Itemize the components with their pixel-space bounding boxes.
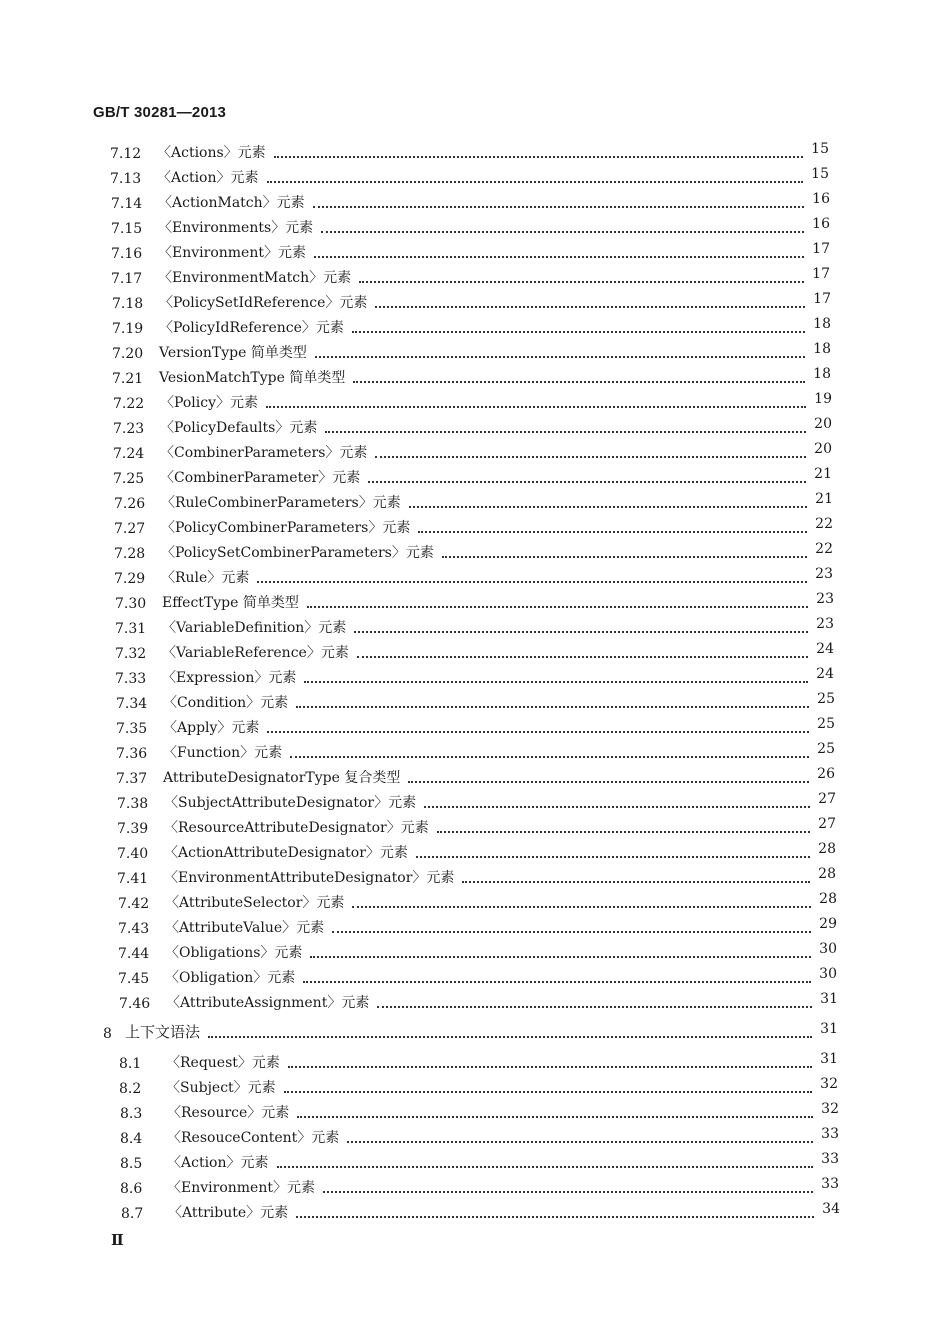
toc-entry-page: 29 xyxy=(819,916,837,932)
toc-dot-leader xyxy=(359,281,804,283)
toc-dot-leader xyxy=(354,631,808,633)
toc-entry-number: 7.44 xyxy=(118,946,150,962)
toc-entry-row[interactable] xyxy=(0,340,950,365)
toc-entry-page: 28 xyxy=(819,891,837,907)
toc-dot-leader xyxy=(416,856,810,858)
toc-entry-page: 15 xyxy=(811,141,829,157)
toc-entry-title: 〈Policy〉元素 xyxy=(160,395,258,411)
toc-entry-title: 〈Obligation〉元素 xyxy=(165,970,296,986)
toc-entry-page: 33 xyxy=(821,1176,839,1192)
toc-entry-page: 20 xyxy=(814,416,832,432)
toc-entry-title: 〈Environments〉元素 xyxy=(158,220,314,236)
document-header: GB/T 30281—2013 xyxy=(93,104,227,121)
toc-dot-leader xyxy=(257,581,807,583)
toc-entry-row[interactable] xyxy=(0,1125,950,1150)
toc-entry-row[interactable] xyxy=(0,240,950,265)
toc-entry-title: 〈ResouceContent〉元素 xyxy=(167,1130,340,1146)
toc-entry-page: 17 xyxy=(813,291,831,307)
toc-entry-row[interactable] xyxy=(0,215,950,240)
toc-entry-page: 16 xyxy=(812,191,830,207)
toc-entry-row[interactable] xyxy=(0,865,950,890)
toc-entry-title: AttributeDesignatorType 复合类型 xyxy=(163,770,401,786)
toc-entry-title: 〈PolicyDefaults〉元素 xyxy=(160,420,318,436)
toc-dot-leader xyxy=(290,756,809,758)
toc-dot-leader xyxy=(375,306,805,308)
toc-entry-title: 〈EnvironmentAttributeDesignator〉元素 xyxy=(164,870,455,886)
toc-entry-number: 7.46 xyxy=(119,996,151,1012)
toc-entry-number: 8.2 xyxy=(119,1081,142,1097)
toc-dot-leader xyxy=(304,681,808,683)
toc-dot-leader xyxy=(307,606,808,608)
toc-entry-title: 〈Resource〉元素 xyxy=(167,1105,290,1121)
toc-dot-leader xyxy=(418,531,807,533)
toc-entry-number: 8.4 xyxy=(120,1131,143,1147)
toc-entry-row[interactable] xyxy=(0,190,950,215)
toc-entry-number: 7.30 xyxy=(115,596,147,612)
toc-dot-leader xyxy=(352,331,805,333)
toc-entry-row[interactable] xyxy=(0,315,950,340)
toc-entry-page: 19 xyxy=(814,391,832,407)
toc-entry-page: 24 xyxy=(816,641,834,657)
toc-dot-leader xyxy=(277,1166,813,1168)
toc-entry-number: 7.41 xyxy=(117,871,149,887)
toc-dot-leader xyxy=(347,1141,813,1143)
toc-dot-leader xyxy=(409,506,807,508)
toc-dot-leader xyxy=(353,381,805,383)
toc-dot-leader xyxy=(325,431,806,433)
toc-dot-leader xyxy=(313,206,804,208)
toc-entry-number: 7.13 xyxy=(110,171,142,187)
toc-entry-row[interactable] xyxy=(0,515,950,540)
toc-dot-leader xyxy=(375,456,806,458)
toc-entry-number: 7.19 xyxy=(112,321,144,337)
toc-entry-page: 33 xyxy=(821,1151,839,1167)
toc-entry-title: 〈CombinerParameters〉元素 xyxy=(160,445,368,461)
toc-entry-title: 〈CombinerParameter〉元素 xyxy=(160,470,361,486)
toc-entry-number: 7.42 xyxy=(118,896,150,912)
toc-entry-title: 〈PolicySetCombinerParameters〉元素 xyxy=(161,545,434,561)
toc-entry-page: 15 xyxy=(811,166,829,182)
toc-entry-row[interactable] xyxy=(0,465,950,490)
toc-entry-row[interactable] xyxy=(0,940,950,965)
toc-entry-row[interactable] xyxy=(0,915,950,940)
toc-entry-number: 7.16 xyxy=(111,246,143,262)
toc-entry-page: 27 xyxy=(818,816,836,832)
toc-dot-leader xyxy=(284,1091,812,1093)
toc-entry-page: 17 xyxy=(812,266,830,282)
toc-entry-row[interactable] xyxy=(0,415,950,440)
toc-entry-title: 〈PolicyIdReference〉元素 xyxy=(159,320,344,336)
toc-entry-number: 7.39 xyxy=(117,821,149,837)
toc-entry-row[interactable] xyxy=(0,265,950,290)
toc-dot-leader xyxy=(368,481,806,483)
toc-entry-number: 7.28 xyxy=(114,546,146,562)
toc-dot-leader xyxy=(437,831,810,833)
toc-entry-row[interactable] xyxy=(0,540,950,565)
toc-dot-leader xyxy=(408,781,809,783)
toc-dot-leader xyxy=(296,706,809,708)
toc-entry-row[interactable] xyxy=(0,1175,950,1200)
toc-entry-number: 7.43 xyxy=(118,921,150,937)
toc-entry-number: 7.32 xyxy=(115,646,147,662)
toc-entry-title: 〈Actions〉元素 xyxy=(157,145,266,161)
toc-entry-row[interactable] xyxy=(0,665,950,690)
toc-entry-row[interactable] xyxy=(0,690,950,715)
toc-entry-page: 22 xyxy=(815,541,833,557)
toc-entry-row[interactable] xyxy=(0,640,950,665)
toc-entry-title: 〈Environment〉元素 xyxy=(158,245,306,261)
toc-entry-number: 7.25 xyxy=(113,471,145,487)
toc-entry-page: 31 xyxy=(820,991,838,1007)
toc-entry-row[interactable] xyxy=(0,990,950,1015)
toc-chapter-row[interactable] xyxy=(0,1020,950,1045)
toc-entry-page: 31 xyxy=(820,1021,838,1037)
toc-entry-title: 上下文语法 xyxy=(125,1023,201,1041)
toc-entry-page: 16 xyxy=(812,216,830,232)
toc-dot-leader xyxy=(267,181,803,183)
toc-entry-title: 〈RuleCombinerParameters〉元素 xyxy=(161,495,401,511)
toc-entry-row[interactable] xyxy=(0,1100,950,1125)
toc-dot-leader xyxy=(352,906,811,908)
toc-entry-page: 25 xyxy=(817,741,835,757)
toc-entry-row[interactable] xyxy=(0,165,950,190)
toc-entry-title: VesionMatchType 简单类型 xyxy=(159,370,346,386)
toc-dot-leader xyxy=(296,1216,814,1218)
toc-dot-leader xyxy=(288,1066,812,1068)
toc-entry-number: 8.5 xyxy=(120,1156,143,1172)
toc-entry-row[interactable] xyxy=(0,840,950,865)
toc-entry-row[interactable] xyxy=(0,615,950,640)
toc-entry-title: 〈AttributeValue〉元素 xyxy=(165,920,325,936)
toc-entry-number: 7.27 xyxy=(114,521,146,537)
toc-entry-page: 24 xyxy=(816,666,834,682)
toc-entry-number: 7.14 xyxy=(111,196,143,212)
toc-entry-number: 7.36 xyxy=(116,746,148,762)
toc-entry-title: 〈ActionAttributeDesignator〉元素 xyxy=(164,845,408,861)
toc-entry-number: 7.35 xyxy=(116,721,148,737)
toc-entry-page: 22 xyxy=(815,516,833,532)
toc-entry-title: 〈Attribute〉元素 xyxy=(168,1205,289,1221)
toc-entry-page: 28 xyxy=(818,841,836,857)
toc-dot-leader xyxy=(323,1191,813,1193)
toc-entry-title: 〈VariableReference〉元素 xyxy=(162,645,349,661)
toc-entry-title: 〈ResourceAttributeDesignator〉元素 xyxy=(164,820,429,836)
toc-entry-row[interactable] xyxy=(0,440,950,465)
toc-entry-page: 30 xyxy=(819,966,837,982)
toc-entry-title: 〈SubjectAttributeDesignator〉元素 xyxy=(164,795,417,811)
toc-entry-number: 7.21 xyxy=(112,371,144,387)
toc-entry-title: 〈ActionMatch〉元素 xyxy=(158,195,305,211)
toc-dot-leader xyxy=(303,981,811,983)
toc-entry-title: 〈EnvironmentMatch〉元素 xyxy=(158,270,352,286)
toc-entry-number: 7.18 xyxy=(112,296,144,312)
toc-entry-title: 〈PolicyCombinerParameters〉元素 xyxy=(161,520,411,536)
toc-entry-number: 8.7 xyxy=(121,1206,144,1222)
toc-dot-leader xyxy=(424,806,810,808)
toc-entry-row[interactable] xyxy=(0,1150,950,1175)
toc-entry-page: 25 xyxy=(817,691,835,707)
toc-entry-number: 7.40 xyxy=(117,846,149,862)
toc-entry-page: 33 xyxy=(821,1126,839,1142)
toc-entry-title: 〈Action〉元素 xyxy=(167,1155,269,1171)
toc-entry-title: EffectType 简单类型 xyxy=(162,595,299,611)
toc-entry-page: 32 xyxy=(820,1076,838,1092)
toc-dot-leader xyxy=(321,231,804,233)
toc-entry-title: 〈VariableDefinition〉元素 xyxy=(162,620,347,636)
toc-entry-title: 〈Environment〉元素 xyxy=(167,1180,315,1196)
toc-entry-number: 7.37 xyxy=(116,771,148,787)
toc-entry-row[interactable] xyxy=(0,565,950,590)
toc-entry-row[interactable] xyxy=(0,790,950,815)
toc-entry-number: 7.26 xyxy=(114,496,146,512)
toc-entry-title: VersionType 简单类型 xyxy=(159,345,307,361)
toc-entry-number: 7.12 xyxy=(110,146,142,162)
toc-entry-title: 〈Obligations〉元素 xyxy=(165,945,303,961)
toc-dot-leader xyxy=(266,406,806,408)
toc-entry-row[interactable] xyxy=(0,890,950,915)
toc-entry-page: 21 xyxy=(815,491,833,507)
toc-dot-leader xyxy=(377,1006,812,1008)
toc-entry-page: 18 xyxy=(813,316,831,332)
toc-entry-page: 28 xyxy=(818,866,836,882)
toc-entry-title: 〈Function〉元素 xyxy=(163,745,283,761)
toc-entry-number: 7.34 xyxy=(116,696,148,712)
toc-entry-row[interactable] xyxy=(0,765,950,790)
toc-entry-number: 7.45 xyxy=(118,971,150,987)
toc-entry-title: 〈Subject〉元素 xyxy=(166,1080,276,1096)
toc-entry-number: 7.15 xyxy=(111,221,143,237)
toc-dot-leader xyxy=(315,356,805,358)
toc-entry-row[interactable] xyxy=(0,290,950,315)
toc-entry-title: 〈PolicySetIdReference〉元素 xyxy=(159,295,368,311)
toc-dot-leader xyxy=(274,156,803,158)
toc-entry-row[interactable] xyxy=(0,365,950,390)
toc-entry-page: 17 xyxy=(812,241,830,257)
toc-dot-leader xyxy=(314,256,804,258)
toc-dot-leader xyxy=(267,731,809,733)
toc-dot-leader xyxy=(297,1116,813,1118)
toc-entry-number: 7.17 xyxy=(111,271,143,287)
toc-entry-title: 〈Apply〉元素 xyxy=(163,720,260,736)
toc-entry-number: 8 xyxy=(103,1026,112,1042)
toc-entry-page: 23 xyxy=(816,591,834,607)
toc-entry-row[interactable] xyxy=(0,715,950,740)
toc-entry-title: 〈AttributeAssignment〉元素 xyxy=(166,995,370,1011)
toc-entry-row[interactable] xyxy=(0,965,950,990)
toc-entry-title: 〈AttributeSelector〉元素 xyxy=(165,895,345,911)
toc-dot-leader xyxy=(310,956,811,958)
toc-entry-row[interactable] xyxy=(0,740,950,765)
toc-entry-number: 8.3 xyxy=(120,1106,143,1122)
toc-entry-number: 7.29 xyxy=(114,571,146,587)
toc-entry-title: 〈Condition〉元素 xyxy=(163,695,289,711)
toc-entry-title: 〈Expression〉元素 xyxy=(162,670,297,686)
toc-dot-leader xyxy=(332,931,811,933)
toc-entry-page: 18 xyxy=(813,366,831,382)
toc-entry-page: 32 xyxy=(821,1101,839,1117)
toc-entry-title: 〈Action〉元素 xyxy=(157,170,259,186)
toc-entry-row[interactable] xyxy=(0,1050,950,1075)
toc-entry-page: 23 xyxy=(816,616,834,632)
toc-dot-leader xyxy=(208,1036,812,1038)
toc-entry-title: 〈Request〉元素 xyxy=(166,1055,280,1071)
toc-entry-number: 8.1 xyxy=(119,1056,142,1072)
toc-entry-page: 26 xyxy=(817,766,835,782)
toc-entry-row[interactable] xyxy=(0,490,950,515)
toc-entry-number: 7.38 xyxy=(117,796,149,812)
toc-entry-page: 21 xyxy=(814,466,832,482)
toc-entry-row[interactable] xyxy=(0,1200,950,1225)
toc-entry-number: 7.23 xyxy=(113,421,145,437)
page-number-footer: Ⅱ xyxy=(111,1231,124,1249)
toc-entry-row[interactable] xyxy=(0,815,950,840)
toc-entry-number: 7.31 xyxy=(115,621,147,637)
toc-entry-number: 7.20 xyxy=(112,346,144,362)
toc-entry-row[interactable] xyxy=(0,140,950,165)
toc-entry-page: 23 xyxy=(815,566,833,582)
toc-dot-leader xyxy=(442,556,807,558)
toc-entry-page: 25 xyxy=(817,716,835,732)
toc-entry-number: 7.24 xyxy=(113,446,145,462)
toc-dot-leader xyxy=(462,881,810,883)
toc-entry-number: 7.33 xyxy=(115,671,147,687)
toc-entry-page: 34 xyxy=(822,1201,840,1217)
toc-entry-number: 8.6 xyxy=(120,1181,143,1197)
toc-entry-page: 20 xyxy=(814,441,832,457)
toc-entry-page: 31 xyxy=(820,1051,838,1067)
toc-entry-row[interactable] xyxy=(0,1075,950,1100)
toc-entry-row[interactable] xyxy=(0,390,950,415)
toc-entry-page: 30 xyxy=(819,941,837,957)
toc-entry-page: 27 xyxy=(818,791,836,807)
toc-entry-number: 7.22 xyxy=(113,396,145,412)
toc-entry-title: 〈Rule〉元素 xyxy=(161,570,250,586)
toc-entry-row[interactable] xyxy=(0,590,950,615)
toc-dot-leader xyxy=(357,656,808,658)
toc-entry-page: 18 xyxy=(813,341,831,357)
